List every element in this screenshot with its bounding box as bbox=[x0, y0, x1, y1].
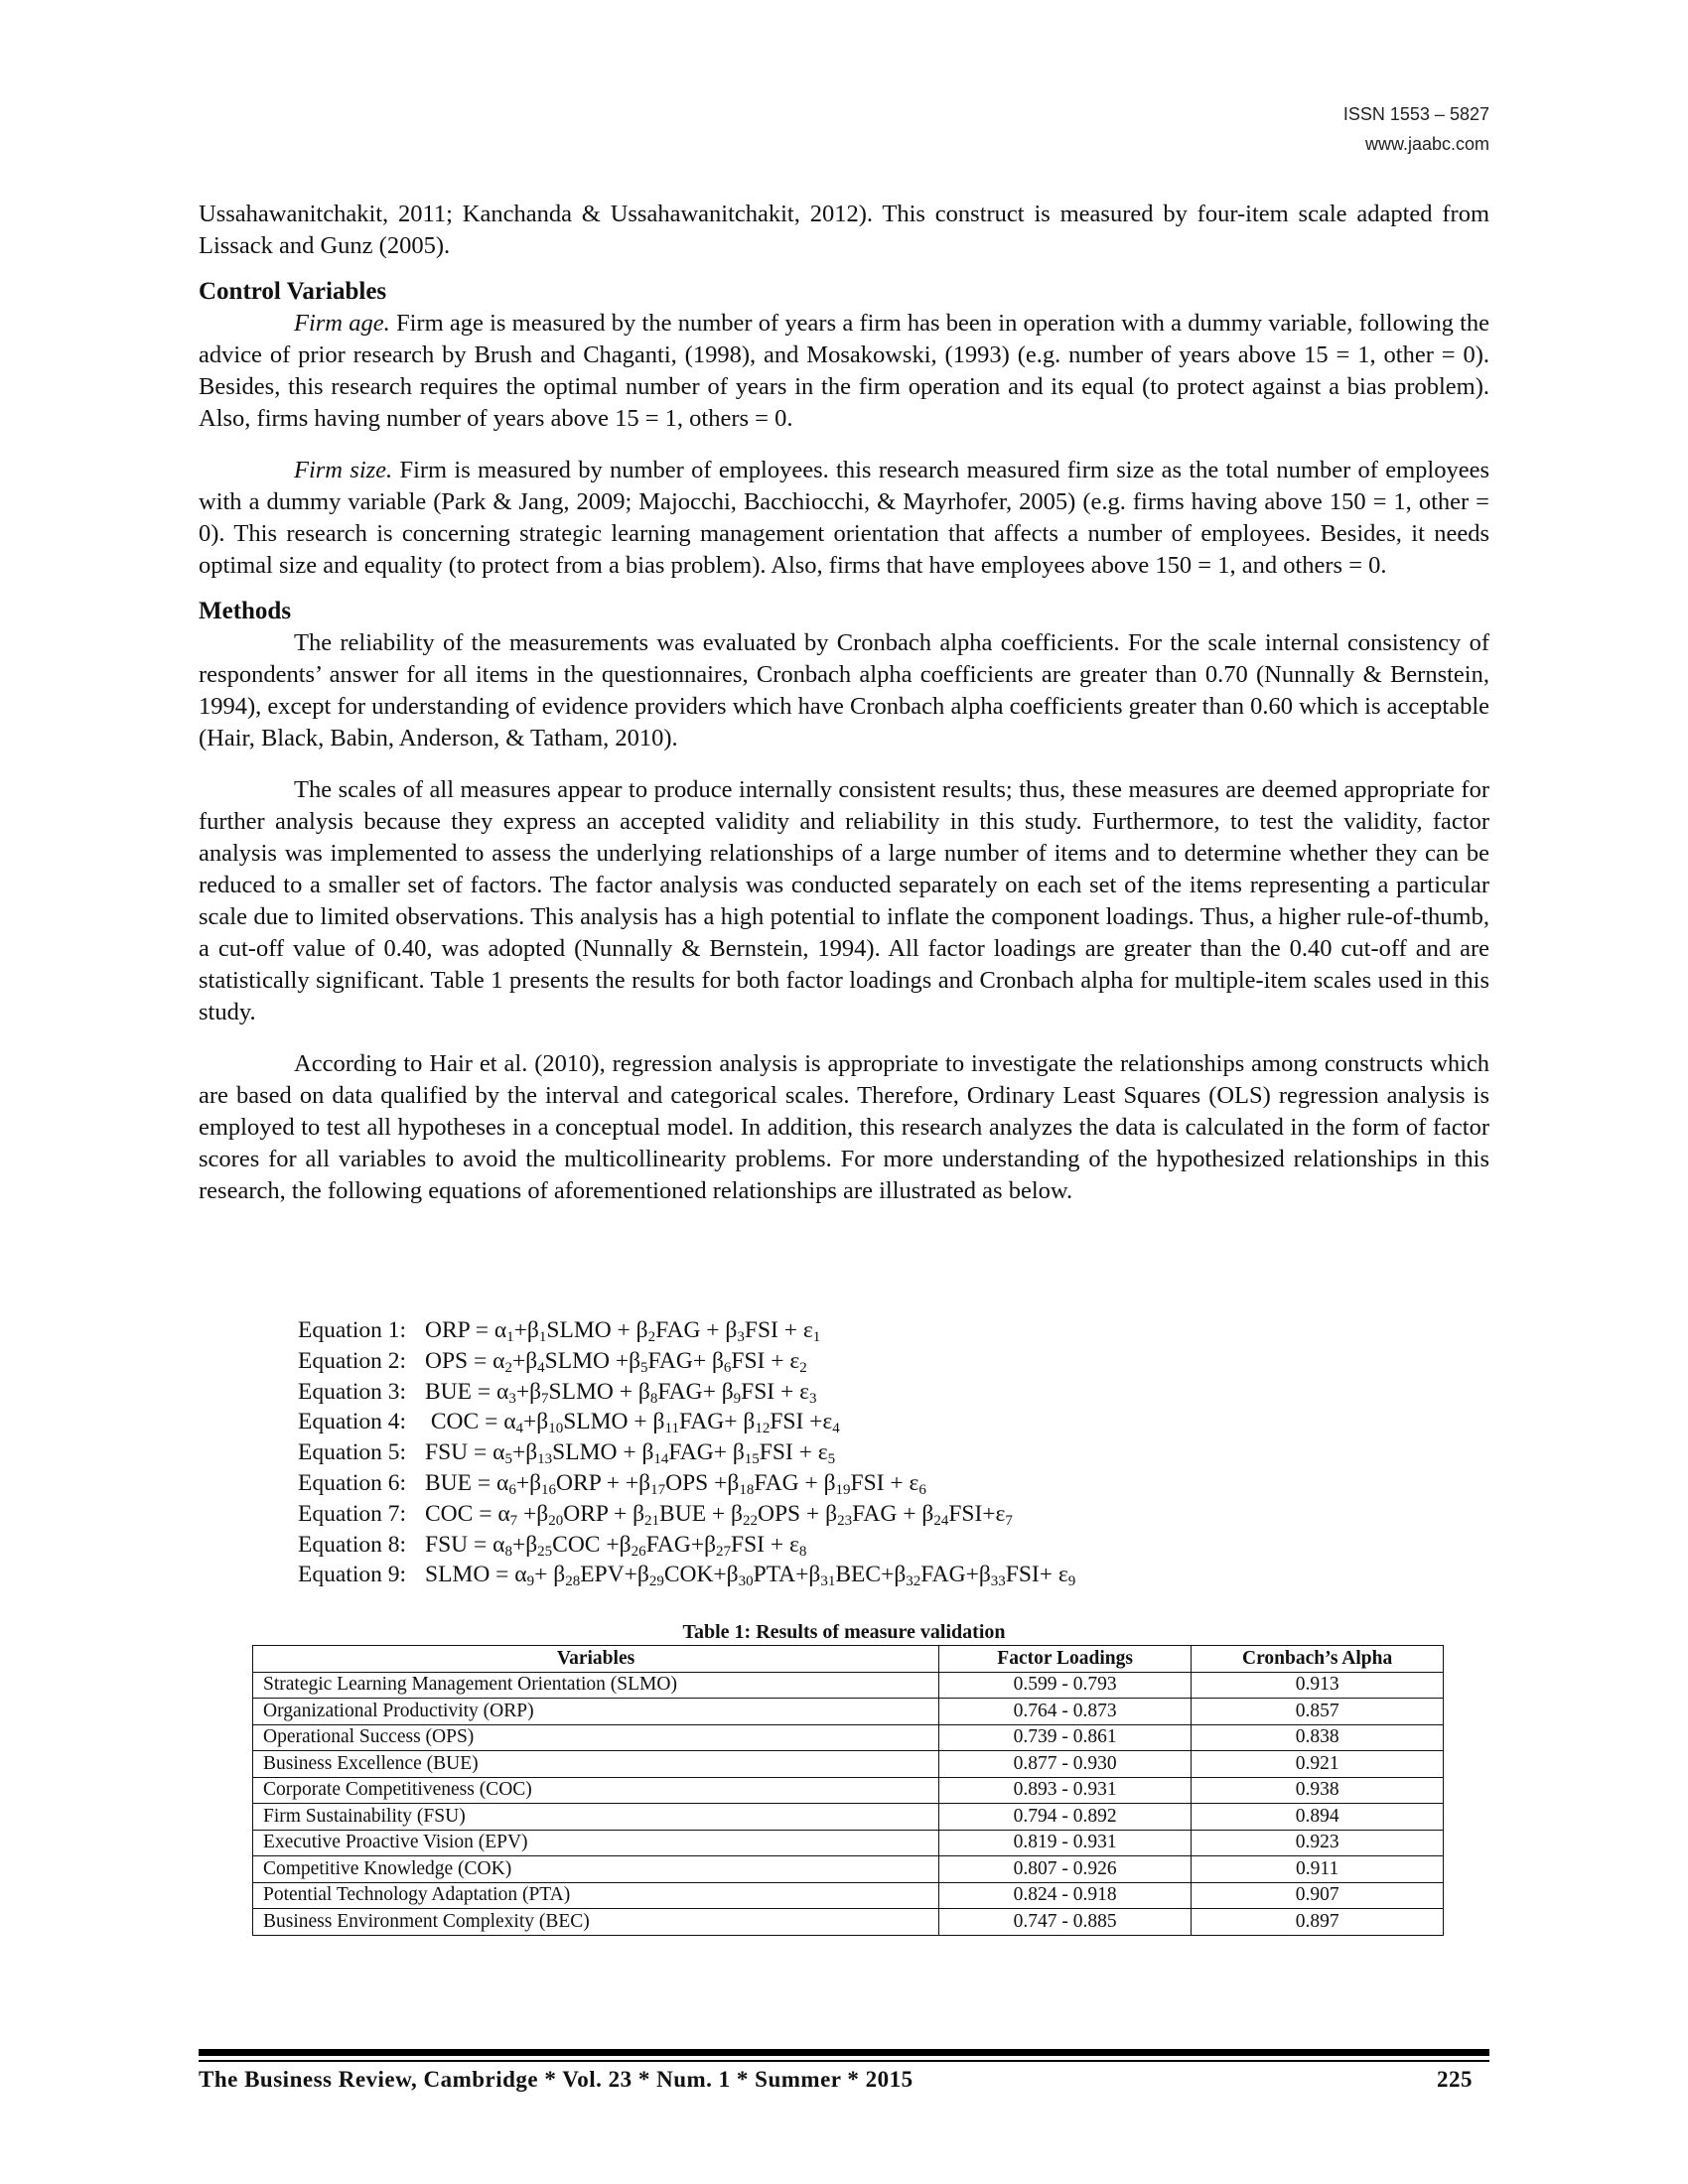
cell-cronbachs-alpha: 0.897 bbox=[1192, 1909, 1444, 1936]
cell-variable: Operational Success (OPS) bbox=[253, 1724, 939, 1751]
equation-row bbox=[298, 1437, 1075, 1468]
equation-subscript: 14 bbox=[653, 1451, 669, 1468]
results-table bbox=[252, 1645, 1444, 1936]
equation-subscript: 8 bbox=[504, 1543, 512, 1560]
equation-label: Equation 4: bbox=[298, 1409, 406, 1435]
firm-age-text: Firm age is measured by the number of years a firm has been in operation with a dummy variable, following the advice of prior research by Brush and Chaganti, (1998), and Mosakowski, (1993) (e.g. number of years above 15 = 1, other = 0). Besides, this research requires the optimal number of years in the firm operation and its equal (to protect against a bias problem). Also, firms having number of years above 15 = 1, others = 0. bbox=[199, 310, 1490, 432]
equation-row bbox=[298, 1530, 1075, 1561]
equation-term: FSI + ε bbox=[741, 1378, 810, 1405]
equation-subscript: 28 bbox=[565, 1573, 581, 1590]
table-row bbox=[253, 1751, 1444, 1778]
cell-variable: Competitive Knowledge (COK) bbox=[253, 1856, 939, 1883]
table-header-row bbox=[253, 1646, 1444, 1673]
equation-subscript: 1 bbox=[812, 1329, 821, 1345]
equation-subscript: 9 bbox=[1067, 1573, 1076, 1590]
table-caption: Table 1: Results of measure validation bbox=[682, 1621, 1006, 1643]
table-row bbox=[253, 1724, 1444, 1751]
equation-term: ORP + +β bbox=[556, 1469, 651, 1496]
firm-age-paragraph bbox=[199, 308, 1489, 435]
equation-row bbox=[298, 1560, 1075, 1590]
equation-subscript: 5 bbox=[640, 1359, 648, 1376]
equation-term: OPS + β bbox=[758, 1500, 838, 1527]
equation-term: FSI + ε bbox=[731, 1531, 799, 1558]
equation-term: EPV+β bbox=[580, 1562, 649, 1588]
equation-term: +β bbox=[511, 1531, 538, 1558]
equation-subscript: 7 bbox=[1005, 1512, 1013, 1529]
equation-subscript: 5 bbox=[504, 1451, 512, 1468]
cell-cronbachs-alpha: 0.911 bbox=[1192, 1856, 1444, 1883]
equation-subscript: 6 bbox=[723, 1359, 732, 1376]
equation-row bbox=[298, 1377, 1075, 1408]
cell-cronbachs-alpha: 0.907 bbox=[1192, 1882, 1444, 1909]
issn-number: ISSN 1553 – 5827 bbox=[1342, 104, 1489, 124]
journal-website: www.jaabc.com bbox=[1364, 134, 1489, 154]
cell-factor-loadings: 0.739 - 0.861 bbox=[939, 1724, 1192, 1751]
intro-paragraph: Ussahawanitchakit, 2011; Kanchanda & Ussahawanitchakit, 2012). This construct is measured by four-item scale adapted from Lissack and Gunz (2005). bbox=[199, 201, 1489, 259]
cell-factor-loadings: 0.893 - 0.931 bbox=[939, 1777, 1192, 1804]
equation-label: Equation 9: bbox=[298, 1562, 406, 1588]
equation-subscript: 23 bbox=[837, 1512, 853, 1529]
cell-cronbachs-alpha: 0.938 bbox=[1192, 1777, 1444, 1804]
equation-subscript: 9 bbox=[526, 1573, 535, 1590]
journal-citation: The Business Review, Cambridge * Vol. 23 * Num. 1 * Summer * 2015 bbox=[199, 2067, 914, 2092]
equation-term: FAG+ β bbox=[668, 1439, 745, 1466]
equation-subscript: 13 bbox=[537, 1451, 553, 1468]
equation-subscript: 29 bbox=[648, 1573, 664, 1590]
equations-list bbox=[298, 1315, 1075, 1590]
equation-subscript: 32 bbox=[906, 1573, 921, 1590]
cell-factor-loadings: 0.764 - 0.873 bbox=[939, 1699, 1192, 1725]
equation-subscript: 7 bbox=[509, 1512, 518, 1529]
cell-cronbachs-alpha: 0.894 bbox=[1192, 1804, 1444, 1831]
journal-header bbox=[1343, 99, 1489, 159]
equation-row bbox=[298, 1499, 1075, 1530]
equation-row bbox=[298, 1407, 1075, 1437]
equation-subscript: 4 bbox=[537, 1359, 545, 1376]
equation-subscript: 3 bbox=[809, 1390, 817, 1407]
equation-lhs: BUE = bbox=[425, 1469, 492, 1496]
equation-subscript: 1 bbox=[538, 1329, 547, 1345]
equation-term: SLMO + β bbox=[548, 1378, 650, 1405]
equation-lhs: BUE = bbox=[425, 1378, 492, 1405]
equation-term: FAG+β bbox=[645, 1531, 717, 1558]
equation-subscript: 12 bbox=[755, 1421, 771, 1437]
footer-rule bbox=[199, 2049, 1489, 2056]
equation-term: α bbox=[497, 1500, 510, 1527]
equation-term: SLMO + β bbox=[563, 1409, 665, 1435]
cell-factor-loadings: 0.794 - 0.892 bbox=[939, 1804, 1192, 1831]
cell-factor-loadings: 0.877 - 0.930 bbox=[939, 1751, 1192, 1778]
equation-subscript: 33 bbox=[990, 1573, 1006, 1590]
equation-row bbox=[298, 1346, 1075, 1377]
equation-term: FAG+β bbox=[920, 1562, 991, 1588]
cell-factor-loadings: 0.599 - 0.793 bbox=[939, 1672, 1192, 1699]
equation-subscript: 5 bbox=[827, 1451, 836, 1468]
firm-size-text: Firm is measured by number of employees. this research measured firm size as the total number of employees with a dummy variable (Park & Jang, 2009; Majocchi, Bacchiocchi, & Mayrhofer, 2005) (e.g. firms having above 150 = 1, other = 0). This research is concerning strategic learning management orientation that affects a number of employees. Besides, it needs optimal size and equality (to protect from a bias problem). Also, firms that have employees above 150 = 1, and others = 0. bbox=[199, 457, 1489, 579]
equation-term: +β bbox=[517, 1500, 549, 1527]
equation-label: Equation 3: bbox=[298, 1378, 406, 1405]
equation-lhs: ORP = bbox=[425, 1317, 489, 1343]
heading-methods: Methods bbox=[199, 598, 292, 624]
equation-subscript: 3 bbox=[737, 1329, 745, 1345]
equation-lhs: FSU = bbox=[425, 1531, 488, 1558]
equation-subscript: 1 bbox=[506, 1329, 514, 1345]
table-row bbox=[253, 1830, 1444, 1856]
equation-subscript: 7 bbox=[541, 1390, 549, 1407]
cell-factor-loadings: 0.819 - 0.931 bbox=[939, 1830, 1192, 1856]
equation-subscript: 20 bbox=[548, 1512, 564, 1529]
body-text bbox=[199, 199, 1489, 1207]
equation-term: FSI + ε bbox=[759, 1439, 828, 1466]
equation-subscript: 16 bbox=[541, 1481, 557, 1498]
cell-factor-loadings: 0.807 - 0.926 bbox=[939, 1856, 1192, 1883]
firm-size-paragraph bbox=[199, 455, 1489, 582]
equation-subscript: 2 bbox=[504, 1359, 512, 1376]
equation-term: COC +β bbox=[552, 1531, 632, 1558]
equation-subscript: 9 bbox=[733, 1390, 742, 1407]
equation-subscript: 8 bbox=[798, 1543, 807, 1560]
header-variables: Variables bbox=[253, 1646, 939, 1673]
table-row bbox=[253, 1909, 1444, 1936]
cell-variable: Organizational Productivity (ORP) bbox=[253, 1699, 939, 1725]
footer-rule-thin bbox=[199, 2060, 1489, 2062]
equation-term: SLMO +β bbox=[544, 1347, 641, 1374]
equation-subscript: 11 bbox=[664, 1421, 679, 1437]
equation-term: +β bbox=[515, 1378, 542, 1405]
equation-row bbox=[298, 1468, 1075, 1499]
equation-subscript: 3 bbox=[508, 1390, 516, 1407]
equation-term: +β bbox=[513, 1317, 539, 1343]
equation-term: PTA+β bbox=[753, 1562, 821, 1588]
equation-subscript: 18 bbox=[739, 1481, 755, 1498]
equation-term: +β bbox=[515, 1469, 542, 1496]
equation-term: FSI+ ε bbox=[1005, 1562, 1068, 1588]
equation-label: Equation 2: bbox=[298, 1347, 406, 1374]
cell-cronbachs-alpha: 0.913 bbox=[1192, 1672, 1444, 1699]
equation-term: +β bbox=[511, 1439, 538, 1466]
header-factor-loadings: Factor Loadings bbox=[939, 1646, 1192, 1673]
table-row bbox=[253, 1777, 1444, 1804]
equation-term: FAG+ β bbox=[657, 1378, 734, 1405]
equation-term: FAG+ β bbox=[647, 1347, 724, 1374]
equation-term: FSI + ε bbox=[731, 1347, 800, 1374]
equation-subscript: 19 bbox=[835, 1481, 851, 1498]
cell-variable: Corporate Competitiveness (COC) bbox=[253, 1777, 939, 1804]
equation-term: +β bbox=[523, 1409, 549, 1435]
page-footer bbox=[199, 2067, 1473, 2093]
equation-lhs: COC = bbox=[425, 1409, 498, 1435]
equation-subscript: 6 bbox=[508, 1481, 516, 1498]
equation-subscript: 30 bbox=[738, 1573, 754, 1590]
equation-term: FSI +ε bbox=[770, 1409, 833, 1435]
cell-cronbachs-alpha: 0.857 bbox=[1192, 1699, 1444, 1725]
equation-subscript: 22 bbox=[743, 1512, 759, 1529]
equation-subscript: 8 bbox=[649, 1390, 658, 1407]
cell-variable: Business Excellence (BUE) bbox=[253, 1751, 939, 1778]
equation-term: FSI+ε bbox=[948, 1500, 1006, 1527]
cell-factor-loadings: 0.824 - 0.918 bbox=[939, 1882, 1192, 1909]
methods-paragraph-2: The scales of all measures appear to produce internally consistent results; thus, these measures are deemed appropriate for further analysis because they express an accepted validity and reliability in this study. Furthermore, to test the validity, factor analysis was implemented to assess the underlying relationships of a large number of items and to determine whether they can be reduced to a smaller set of factors. The factor analysis was conducted separately on each set of the items representing a particular scale due to limited observations. This analysis has a high potential to inflate the component loadings. Thus, a higher rule-of-thumb, a cut-off value of 0.40, was adopted (Nunnally & Bernstein, 1994). All factor loadings are greater than the 0.40 cut-off and are statistically significant. Table 1 presents the results for both factor loadings and Cronbach alpha for multiple-item scales used in this study. bbox=[199, 776, 1489, 1025]
equation-term: COK+β bbox=[663, 1562, 739, 1588]
equation-term: α bbox=[514, 1562, 527, 1588]
equation-label: Equation 7: bbox=[298, 1500, 406, 1527]
header-cronbachs-alpha: Cronbach’s Alpha bbox=[1192, 1646, 1444, 1673]
equation-term: FSI + ε bbox=[850, 1469, 919, 1496]
equation-term: + β bbox=[534, 1562, 566, 1588]
equation-term: SLMO + β bbox=[552, 1439, 654, 1466]
cell-variable: Potential Technology Adaptation (PTA) bbox=[253, 1882, 939, 1909]
equation-subscript: 26 bbox=[631, 1543, 646, 1560]
equation-term: OPS +β bbox=[665, 1469, 740, 1496]
equation-term: FAG + β bbox=[655, 1317, 738, 1343]
methods-paragraph-1: The reliability of the measurements was evaluated by Cronbach alpha coefficients. For the scale internal consistency of respondents’ answer for all items in the questionnaires, Cronbach alpha coefficients are greater than 0.70 (Nunnally & Bernstein, 1994), except for understanding of evidence providers which have Cronbach alpha coefficients greater than 0.60 which is acceptable (Hair, Black, Babin, Anderson, & Tatham, 2010). bbox=[199, 629, 1489, 751]
equation-subscript: 6 bbox=[918, 1481, 926, 1498]
equation-term: BUE + β bbox=[659, 1500, 744, 1527]
equation-term: α bbox=[492, 1531, 505, 1558]
equation-term: FAG + β bbox=[754, 1469, 836, 1496]
equation-row bbox=[298, 1315, 1075, 1346]
equation-subscript: 27 bbox=[716, 1543, 732, 1560]
equation-term: FAG + β bbox=[852, 1500, 934, 1527]
equation-lhs: FSU = bbox=[425, 1439, 488, 1466]
cell-factor-loadings: 0.747 - 0.885 bbox=[939, 1909, 1192, 1936]
cell-cronbachs-alpha: 0.923 bbox=[1192, 1830, 1444, 1856]
cell-variable: Firm Sustainability (FSU) bbox=[253, 1804, 939, 1831]
table-row bbox=[253, 1672, 1444, 1699]
equation-subscript: 21 bbox=[644, 1512, 660, 1529]
equation-term: ORP + β bbox=[563, 1500, 645, 1527]
equation-subscript: 17 bbox=[650, 1481, 666, 1498]
heading-control-variables: Control Variables bbox=[199, 278, 387, 305]
equation-label: Equation 5: bbox=[298, 1439, 406, 1466]
table-row bbox=[253, 1856, 1444, 1883]
equation-lhs: COC = bbox=[425, 1500, 498, 1527]
equation-subscript: 2 bbox=[647, 1329, 656, 1345]
equation-subscript: 4 bbox=[515, 1421, 524, 1437]
equation-subscript: 15 bbox=[744, 1451, 760, 1468]
table-row bbox=[253, 1882, 1444, 1909]
equation-term: FAG+ β bbox=[678, 1409, 756, 1435]
table-row bbox=[253, 1804, 1444, 1831]
page-number: 225 bbox=[1437, 2067, 1473, 2092]
equation-subscript: 4 bbox=[832, 1421, 840, 1437]
equation-term: α bbox=[493, 1317, 507, 1343]
equation-term: +β bbox=[511, 1347, 538, 1374]
equation-label: Equation 6: bbox=[298, 1469, 406, 1496]
equation-subscript: 25 bbox=[537, 1543, 553, 1560]
equation-label: Equation 8: bbox=[298, 1531, 406, 1558]
equation-term: FSI + ε bbox=[744, 1317, 813, 1343]
equation-lhs: SLMO = bbox=[425, 1562, 509, 1588]
equation-term: α bbox=[496, 1378, 509, 1405]
equation-lhs: OPS = bbox=[425, 1347, 488, 1374]
table-row bbox=[253, 1699, 1444, 1725]
equation-label: Equation 1: bbox=[298, 1317, 406, 1343]
cell-cronbachs-alpha: 0.838 bbox=[1192, 1724, 1444, 1751]
equation-subscript: 2 bbox=[799, 1359, 807, 1376]
equation-term: α bbox=[492, 1347, 505, 1374]
methods-paragraph-3: According to Hair et al. (2010), regression analysis is appropriate to investigate the relationships among constructs which are based on data qualified by the interval and categorical scales. Therefore, Ordinary Least Squares (OLS) regression analysis is employed to test all hypotheses in a conceptual model. In addition, this research analyzes the data is calculated in the form of factor scores for all variables to avoid the multicollinearity problems. For more understanding of the hypothesized relationships in this research, the following equations of aforementioned relationships are illustrated as below. bbox=[199, 1050, 1489, 1204]
equation-subscript: 31 bbox=[820, 1573, 836, 1590]
firm-age-label: Firm age. bbox=[294, 310, 390, 337]
equation-term: α bbox=[496, 1469, 509, 1496]
cell-variable: Strategic Learning Management Orientation (SLMO) bbox=[253, 1672, 939, 1699]
equation-term: α bbox=[503, 1409, 516, 1435]
equation-term: SLMO + β bbox=[546, 1317, 648, 1343]
cell-variable: Executive Proactive Vision (EPV) bbox=[253, 1830, 939, 1856]
equation-subscript: 10 bbox=[548, 1421, 564, 1437]
equation-subscript: 24 bbox=[933, 1512, 949, 1529]
firm-size-label: Firm size. bbox=[294, 457, 393, 483]
cell-variable: Business Environment Complexity (BEC) bbox=[253, 1909, 939, 1936]
cell-cronbachs-alpha: 0.921 bbox=[1192, 1751, 1444, 1778]
equation-term: α bbox=[492, 1439, 505, 1466]
equation-term: BEC+β bbox=[835, 1562, 907, 1588]
